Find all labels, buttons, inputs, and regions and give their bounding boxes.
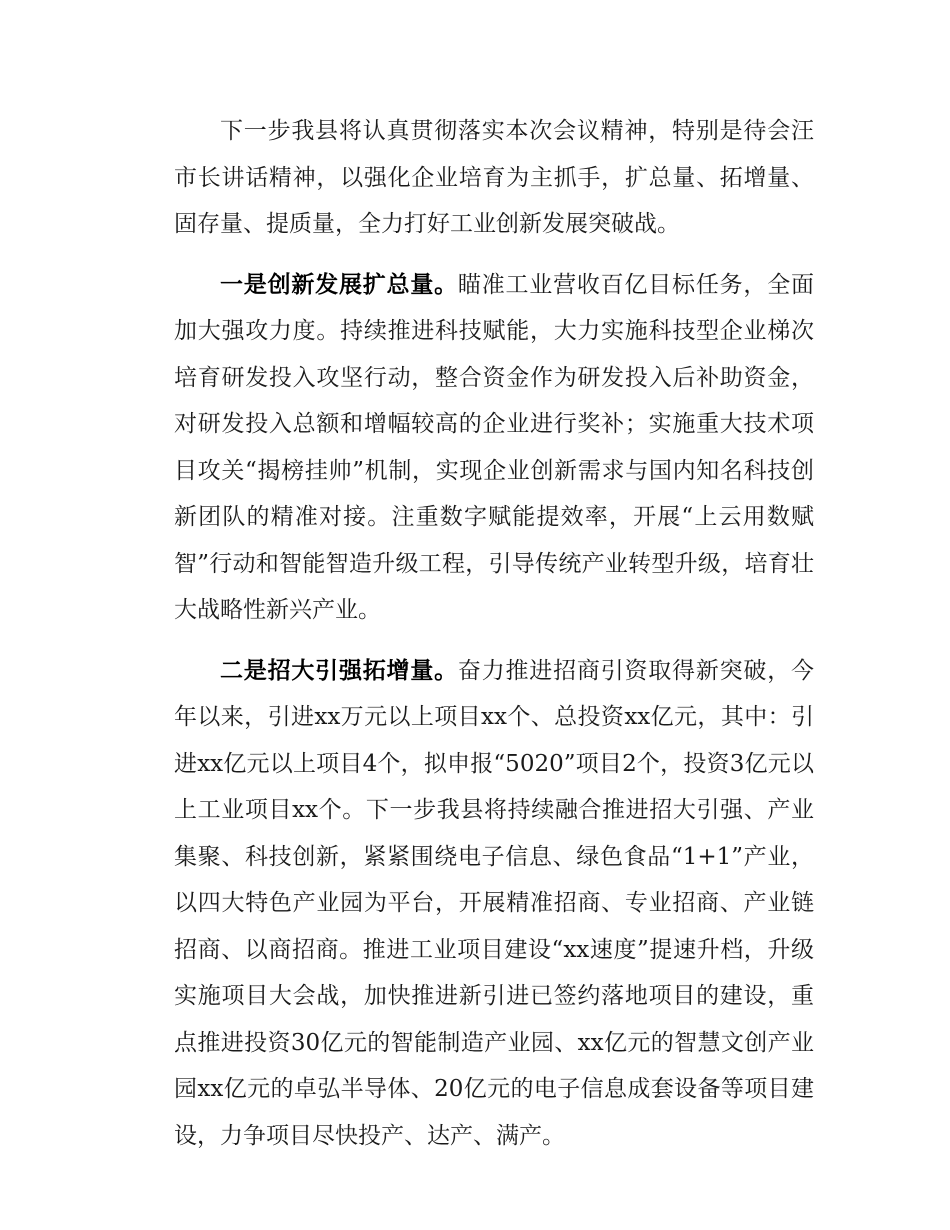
document-body <box>174 108 814 1159</box>
paragraph-innovation-heading: 一是创新发展扩总量。 <box>220 271 458 298</box>
paragraph-investment <box>174 648 814 1160</box>
paragraph-intro-text: 下一步我县将认真贯彻落实本次会议精神，特别是待会汪市长讲话精神，以强化企业培育为主抓手，扩总量、拓增量、固存量、提质量，全力打好工业创新发展突破战。 <box>174 118 814 237</box>
paragraph-investment-text: 奋力推进招商引资取得新突破，今年以来，引进xx万元以上项目xx个、总投资xx亿元，其中：引进xx亿元以上项目4个，拟申报“5020”项目2个，投资3亿元以上工业项目xx个。下一步我县将持续融合推进招大引强、产业集聚、科技创新，紧紧围绕电子信息、绿色食品“1+1”产业，以四大特色产业园为平台，开展精准招商、专业招商、产业链招商、以商招商。推进工业项目建设“xx速度”提速升档，升级实施项目大会战，加快推进新引进已签约落地项目的建设，重点推进投资30亿元的智能制造产业园、xx亿元的智慧文创产业园xx亿元的卓弘半导体、20亿元的电子信息成套设备等项目建设，力争项目尽快投产、达产、满产。 <box>174 657 815 1149</box>
paragraph-investment-heading: 二是招大引强拓增量。 <box>220 657 458 684</box>
paragraph-innovation <box>174 262 814 634</box>
paragraph-innovation-text: 瞄准工业营收百亿目标任务，全面加大强攻力度。持续推进科技赋能，大力实施科技型企业梯次培育研发投入攻坚行动，整合资金作为研发投入后补助资金，对研发投入总额和增幅较高的企业进行奖补；实施重大技术项目攻关“揭榜挂帅”机制，实现企业创新需求与国内知名科技创新团队的精准对接。注重数字赋能提效率，开展“上云用数赋智”行动和智能智造升级工程，引导传统产业转型升级，培育壮大战略性新兴产业。 <box>174 271 815 623</box>
paragraph-intro <box>174 108 814 248</box>
